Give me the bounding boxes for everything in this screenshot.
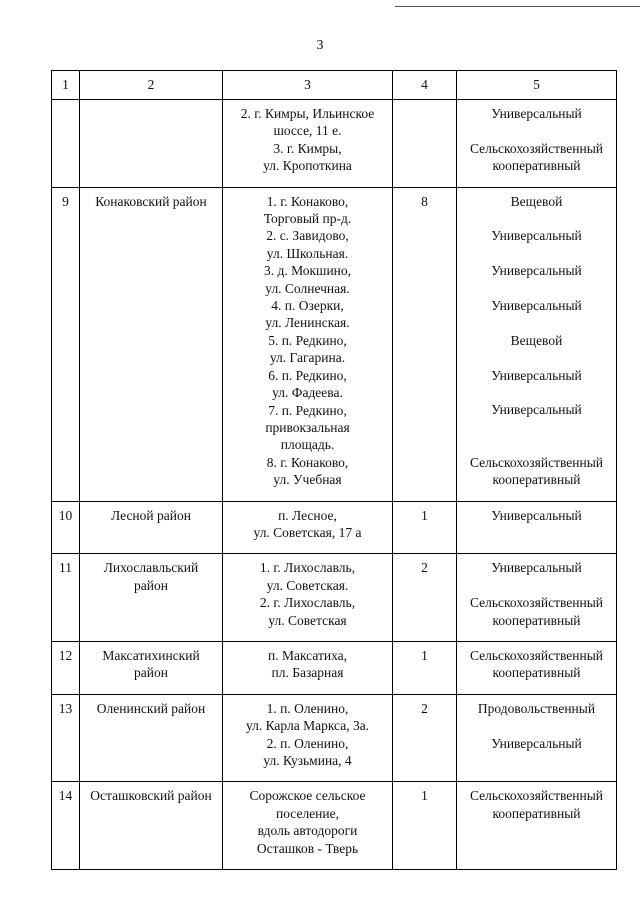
address-cell (223, 187, 393, 501)
market-type-line: Сельскохозяйственный (469, 595, 603, 611)
market-count-cell (393, 501, 457, 554)
market-type-line: Универсальный (491, 367, 582, 383)
market-type-line: кооперативный (492, 612, 581, 628)
market-type-line: кооперативный (492, 158, 581, 174)
address-line: 6. п. Редкино, (268, 367, 347, 383)
row-number-cell (52, 694, 80, 782)
row-number: 10 (58, 507, 73, 523)
market-type-line: Продовольственный (477, 700, 596, 716)
header-cell-1: 1 (52, 71, 80, 100)
address-line: ул. Советская (268, 612, 347, 628)
blank-line (461, 384, 612, 401)
blank-line (461, 245, 612, 262)
address-line: 1. п. Оленино, (266, 700, 349, 716)
district-line: Лихославльский (103, 560, 199, 576)
market-type-line: Сельскохозяйственный (469, 647, 603, 663)
address-line: 3. г. Кимры, (273, 140, 342, 156)
market-type-line: Вещевой (510, 193, 563, 209)
header-cell-2: 2 (80, 71, 223, 100)
address-line: 4. п. Озерки, (271, 298, 344, 314)
address-line: 2. г. Лихославль, (259, 595, 356, 611)
market-count-cell (393, 554, 457, 642)
district-cell (80, 501, 223, 554)
market-count-cell (393, 694, 457, 782)
market-count: 2 (421, 700, 428, 716)
blank-line (461, 436, 612, 453)
address-cell (223, 782, 393, 870)
row-number: 13 (58, 700, 73, 716)
address-line: ул. Ленинская. (265, 315, 350, 331)
address-line: 8. г. Конаково, (266, 454, 349, 470)
address-cell (223, 694, 393, 782)
row-number: 11 (59, 560, 72, 576)
market-type-line: Универсальный (491, 228, 582, 244)
market-type-cell (457, 187, 617, 501)
market-count-cell (393, 641, 457, 694)
district-cell (80, 641, 223, 694)
blank-line (461, 210, 612, 227)
market-type-cell (457, 554, 617, 642)
blank-line (461, 419, 612, 436)
address-line: 2. п. Оленино, (266, 735, 349, 751)
blank-line (461, 314, 612, 331)
address-line: 2. г. Кимры, Ильинское (240, 106, 375, 121)
address-line: привокзальная (265, 419, 350, 435)
district-line: район (134, 665, 168, 681)
row-number: 12 (58, 647, 73, 663)
district-line: Лесной район (111, 507, 191, 523)
district-line: Максатихинский (102, 647, 200, 663)
district-cell (80, 694, 223, 782)
market-count-cell (393, 100, 457, 188)
page-number: 3 (316, 38, 324, 53)
blank-line (461, 280, 612, 297)
market-type-line: Вещевой (510, 332, 563, 348)
address-line: 1. г. Лихославль, (259, 560, 356, 576)
market-type-line: Сельскохозяйственный (469, 454, 603, 470)
market-type-line: Универсальный (491, 402, 582, 418)
address-cell (223, 501, 393, 554)
district-cell (80, 100, 223, 188)
market-count: 1 (421, 507, 428, 523)
table-row (52, 641, 617, 694)
market-type-line: кооперативный (492, 472, 581, 487)
market-type-line: Универсальный (491, 263, 582, 279)
address-line: ул. Советская, 17 а (253, 524, 362, 540)
table-row (52, 187, 617, 501)
market-count: 1 (421, 647, 428, 663)
market-type-line: Сельскохозяйственный (469, 788, 603, 804)
district-line: Осташковский район (90, 788, 212, 804)
markets-table (51, 70, 617, 870)
market-count: 8 (421, 193, 428, 209)
blank-line (461, 122, 612, 139)
market-type-line: кооперативный (492, 665, 581, 681)
address-line: ул. Карла Маркса, 3а. (245, 718, 370, 734)
table-row (52, 100, 617, 188)
market-type-cell (457, 501, 617, 554)
row-number: 9 (62, 193, 69, 209)
address-line: 5. п. Редкино, (268, 332, 347, 348)
blank-line (461, 577, 612, 594)
district-cell (80, 187, 223, 501)
district-line: район (134, 577, 168, 593)
row-number-cell (52, 187, 80, 501)
market-type-cell (457, 694, 617, 782)
address-cell (223, 100, 393, 188)
address-line: 1. г. Конаково, (266, 193, 349, 209)
row-number-cell (52, 501, 80, 554)
district-cell (80, 554, 223, 642)
top-edge-line (395, 6, 640, 7)
header-cell-5: 5 (457, 71, 617, 100)
row-number-cell (52, 782, 80, 870)
table-row (52, 694, 617, 782)
address-line: поселение, (275, 805, 339, 821)
table-row (52, 782, 617, 870)
address-line: ул. Солнечная. (265, 280, 350, 296)
address-line: 2. с. Завидово, (266, 228, 349, 244)
address-line: Осташков - Тверь (256, 840, 359, 856)
address-cell (223, 641, 393, 694)
market-count: 1 (421, 788, 428, 804)
market-type-line: Универсальный (491, 507, 582, 523)
address-line: ул. Школьная. (266, 245, 349, 261)
market-type-line: Универсальный (491, 735, 582, 751)
table-row (52, 501, 617, 554)
row-number: 14 (58, 788, 73, 804)
address-line: 7. п. Редкино, (268, 402, 347, 418)
address-line: площадь. (280, 437, 335, 453)
address-line: п. Лесное, (278, 507, 337, 523)
address-line: 3. д. Мокшино, (263, 263, 352, 279)
market-type-line: Универсальный (491, 560, 582, 576)
row-number-cell (52, 641, 80, 694)
address-line: ул. Учебная (273, 472, 342, 488)
market-type-cell (457, 782, 617, 870)
address-line: вдоль автодороги (257, 823, 358, 839)
address-line: ул. Фадеева. (272, 385, 343, 401)
address-line: ул. Кропоткина (263, 158, 352, 174)
district-line: Оленинский район (96, 700, 206, 716)
address-line: Сорожское сельское (249, 788, 366, 804)
market-count-cell (393, 782, 457, 870)
market-count: 2 (421, 560, 428, 576)
header-cell-4: 4 (393, 71, 457, 100)
address-line: Торговый пр-д. (263, 211, 352, 227)
blank-line (461, 349, 612, 366)
address-line: п. Максатиха, (267, 647, 348, 663)
district-line: Конаковский район (95, 193, 207, 209)
address-line: ул. Советская. (266, 577, 349, 593)
district-cell (80, 782, 223, 870)
market-type-cell (457, 100, 617, 188)
address-line: шоссе, 11 е. (273, 123, 342, 139)
market-type-cell (457, 641, 617, 694)
address-line: пл. Базарная (271, 665, 344, 681)
table-row (52, 554, 617, 642)
address-line: ул. Гагарина. (269, 350, 346, 366)
row-number-cell (52, 554, 80, 642)
header-row (52, 71, 617, 100)
row-number-cell (52, 100, 80, 188)
market-type-line: Универсальный (491, 298, 582, 314)
address-line: ул. Кузьмина, 4 (263, 753, 352, 768)
blank-line (461, 717, 612, 734)
market-type-line: кооперативный (492, 805, 581, 821)
header-cell-3: 3 (223, 71, 393, 100)
address-cell (223, 554, 393, 642)
market-type-line: Сельскохозяйственный (469, 140, 603, 156)
market-count-cell (393, 187, 457, 501)
market-type-line: Универсальный (491, 106, 582, 121)
